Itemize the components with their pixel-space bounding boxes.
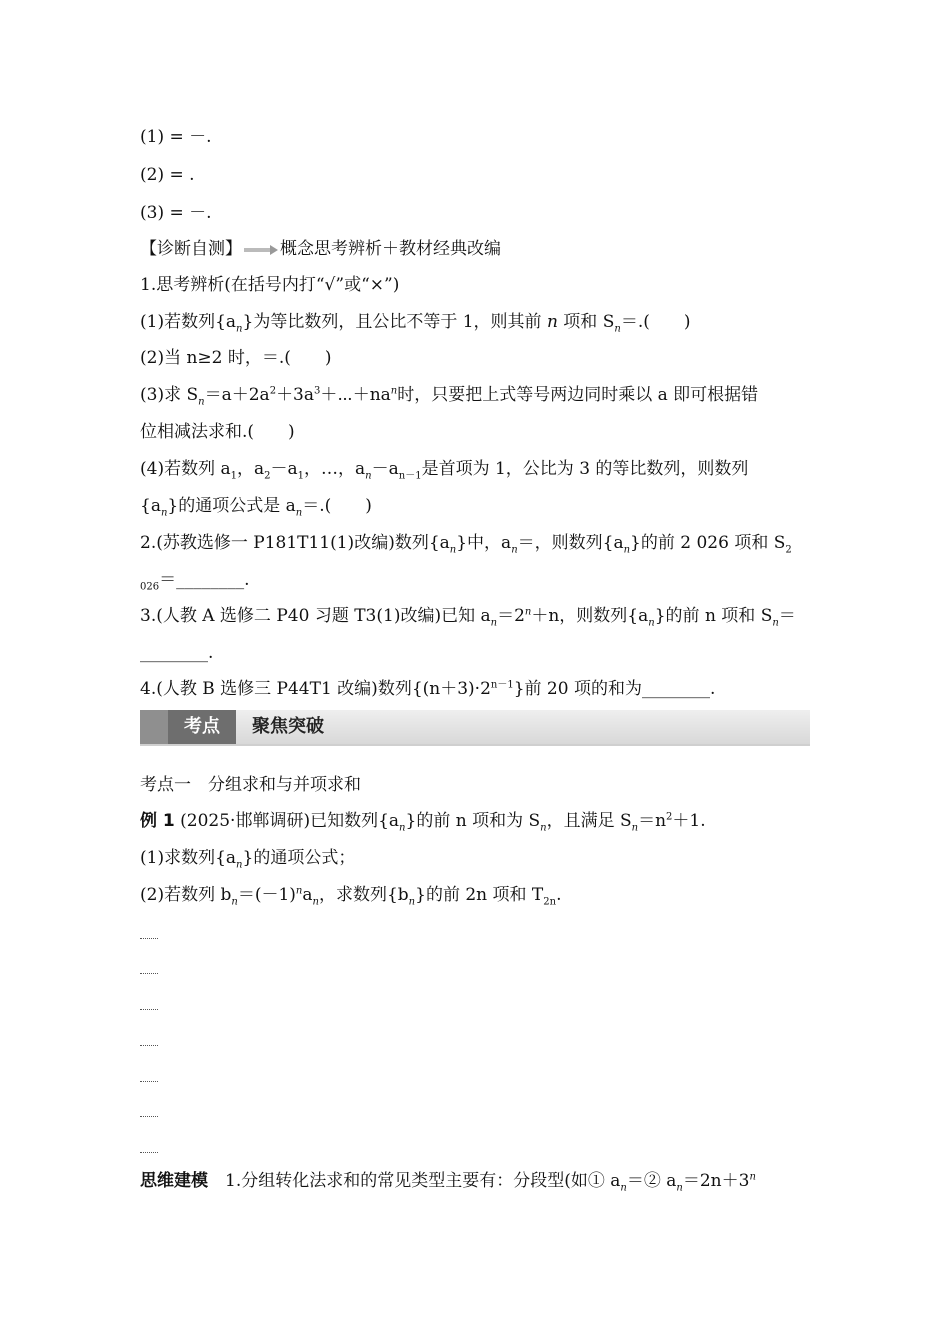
answer-line bbox=[140, 1045, 158, 1046]
diagnosis-label: 【诊断自测】 bbox=[140, 239, 242, 259]
banner-tag: 考点 bbox=[168, 710, 236, 744]
diagnosis-topic: 概念思考辨析＋教材经典改编 bbox=[280, 239, 501, 259]
formula-3: (3) = －. bbox=[140, 203, 212, 223]
thinking-model: 思维建模 1.分组转化法求和的常见类型主要有：分段型(如① $a_n=②$ $a_n=2n+3^n$ bbox=[140, 1171, 756, 1194]
q2: 2.(苏教选修一 P181T11(1)改编)数列$\{a_n\}$中，$a_n=$，则数列$\{a_n\}$的前 2 026 项和 $S_2$ bbox=[140, 533, 792, 556]
q1-item-2: (2)当 n≥2 时，＝.( ) bbox=[140, 348, 332, 368]
q1-title: 1.思考辨析(在括号内打“√”或“×”) bbox=[140, 275, 400, 295]
answer-line bbox=[140, 1009, 158, 1010]
answer-line bbox=[140, 973, 158, 974]
q1-item-1: (1)若数列$\{a_n\}$为等比数列，且公比不等于 1，则其前 n 项和 $S_n=$.( ) bbox=[140, 312, 691, 335]
arrow-icon bbox=[244, 245, 278, 255]
answer-line bbox=[140, 1116, 158, 1117]
q4: 4.(人教 B 选修三 P44T1 改编)数列$\{(n+3)\cdot 2^{n-1}\}$前 20 项的和为________. bbox=[140, 679, 716, 699]
model-label: 思维建模 bbox=[140, 1171, 208, 1191]
kp1-title: 考点一 分组求和与并项求和 bbox=[140, 775, 361, 795]
q1-item-4: (4)若数列 $a_1$，$a_2-a_1$，…，$a_n-a_{n-1}$是首项为 1，公比为 3 的等比数列，则数列 bbox=[140, 459, 749, 482]
diagnosis-header bbox=[140, 237, 810, 261]
example-label: 例 1 bbox=[140, 811, 175, 831]
q2-cont: $_{026}$＝________. bbox=[140, 570, 250, 593]
answer-line bbox=[140, 1152, 158, 1153]
q1-item-3-cont: 位相减法求和.( ) bbox=[140, 422, 295, 442]
q1-item-4-cont: $\{a_n\}$的通项公式是 $a_n=$.( ) bbox=[140, 496, 372, 519]
section-banner bbox=[140, 710, 810, 746]
banner-title: 聚焦突破 bbox=[252, 716, 324, 737]
example-1: 例 1 (2025·邯郸调研)已知数列$\{a_n\}$的前 n 项和为 $S_n$，且满足 $S_n=n^2+1$. bbox=[140, 811, 706, 834]
q3-cont: ________. bbox=[140, 643, 214, 663]
formula-1: (1) = －. bbox=[140, 127, 212, 147]
answer-line bbox=[140, 938, 158, 939]
q3: 3.(人教 A 选修二 P40 习题 T3(1)改编)已知 $a_n=2^n+n$，则数列$\{a_n\}$的前 n 项和 $S_n=$ bbox=[140, 606, 796, 629]
q1-item-3: (3)求 $S_n=a+2a^2+3a^3+\cdots+na^n$时，只要把上式等号两边同时乘以 a 即可根据错 bbox=[140, 385, 759, 408]
example-1-part-2: (2)若数列 $b_n=(-1)^na_n$，求数列$\{b_n\}$的前 2n 项和 $T_{2n}$. bbox=[140, 885, 562, 908]
formula-2: (2) = . bbox=[140, 165, 195, 185]
answer-line bbox=[140, 1081, 158, 1082]
example-1-part-1: (1)求数列$\{a_n\}$的通项公式； bbox=[140, 848, 356, 871]
banner-stub bbox=[140, 710, 168, 744]
